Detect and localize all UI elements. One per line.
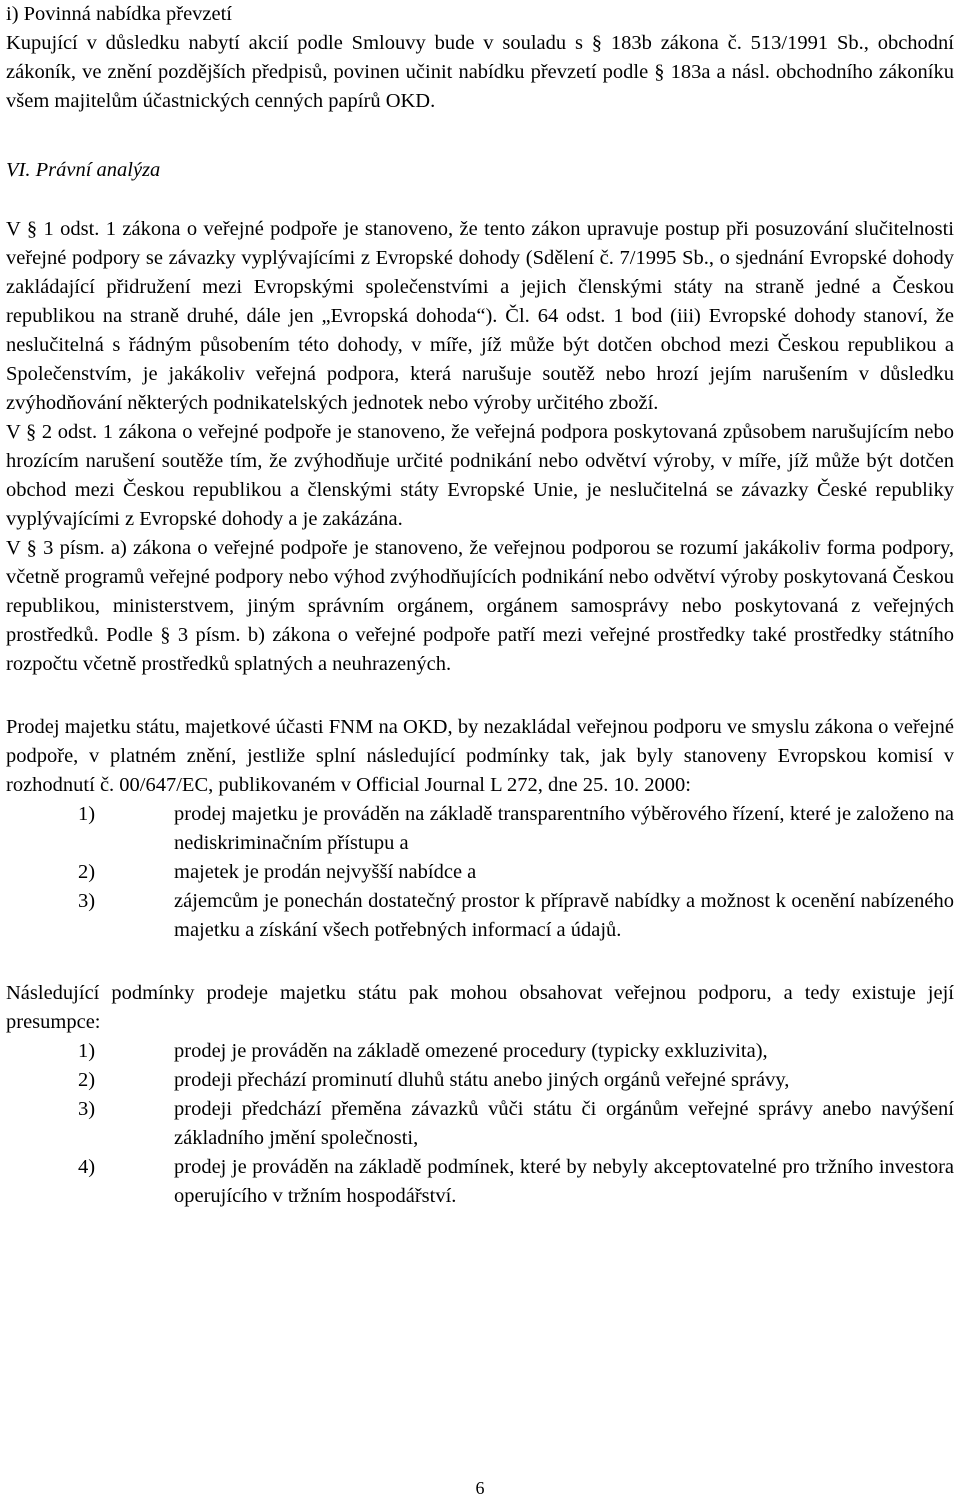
list-item [6, 858, 954, 887]
list-item [6, 887, 954, 945]
list-item-number: 1) [78, 803, 96, 825]
list-item [6, 1037, 954, 1066]
section-i-heading: i) Povinná nabídka převzetí [6, 3, 233, 25]
spacer [6, 945, 954, 979]
list-item-text: zájemcům je ponechán dostatečný prostor k přípravě nabídky a možnost k ocenění nabízeného majetku a získání všech potřebných informací a údajů. [174, 890, 954, 941]
list-item-number: 4) [78, 1156, 96, 1178]
list-item-text: prodeji předchází přeměna závazků vůči státu či orgánům veřejné správy anebo navýšení základního jmění společnosti, [174, 1098, 954, 1149]
list-item-text: prodej je prováděn na základě omezené procedury (typicky exkluzivita), [174, 1040, 768, 1062]
list-item-text: majetek je prodán nejvyšší nabídce a [174, 861, 477, 883]
list-item-number: 1) [78, 1040, 96, 1062]
section-i-paragraph: Kupující v důsledku nabytí akcií podle Smlouvy bude v souladu s § 183b zákona č. 513/1991 Sb., obchodní zákoník, ve znění pozdějších předpisů, povinen učinit nabídku převzetí podle § 183a a násl. obchodního zákoníku všem majitelům účastnických cenných papírů OKD. [6, 32, 954, 112]
document-page [6, 0, 954, 1211]
presumption-list [6, 1037, 954, 1211]
spacer [6, 679, 954, 713]
presumption-intro: Následující podmínky prodeje majetku státu pak mohou obsahovat veřejnou podporu, a tedy existuje její presumpce: [6, 982, 954, 1033]
list-item [6, 1153, 954, 1211]
list-item [6, 1066, 954, 1095]
list-item-text: prodeji přechází prominutí dluhů státu anebo jiných orgánů veřejné správy, [174, 1069, 790, 1091]
paragraph-par2: V § 2 odst. 1 zákona o veřejné podpoře je stanoveno, že veřejná podpora poskytovaná způsobem narušujícím nebo hrozícím narušení soutěže tím, že zvýhodňuje určité podnikání nebo odvětví výroby, v míře, jíž může být dotčen obchod mezi Českou republikou a členskými státy Evropské Unie, je neslučitelná se závazky České republiky vyplývajícími z Evropské dohody a je zakázána. [6, 421, 954, 530]
paragraph-par1: V § 1 odst. 1 zákona o veřejné podpoře je stanoveno, že tento zákon upravuje postup při posuzování slučitelnosti veřejné podpory se závazky vyplývajícími z Evropské dohody (Sdělení č. 7/1995 Sb., o sjednání Evropské dohody zakládající přidružení mezi Evropskými společenstvími a jejich členskými státy na straně jedné a Českou republikou na straně druhé, dále jen „Evropská dohoda“). Čl. 64 odst. 1 bod (iii) Evropské dohody stanoví, že neslučitelná s řádným působením této dohody, v míře, jíž může být dotčen obchod mezi Českou republikou a Společenstvím, je jakákoliv veřejná podpora, která narušuje soutěž nebo hrozí jejím narušením v důsledku zvýhodňování některých podnikatelských jednotek nebo výroby určitého zboží. [6, 218, 954, 414]
spacer [6, 185, 954, 215]
list-item [6, 1095, 954, 1153]
list-item-number: 2) [78, 1069, 96, 1091]
paragraph-par3: V § 3 písm. a) zákona o veřejné podpoře je stanoveno, že veřejnou podporou se rozumí jakákoliv forma podpory, včetně programů veřejné podpory nebo výhod zvýhodňujících podnikání nebo odvětví výroby poskytovaná Českou republikou, ministerstvem, jiným správním orgánem, orgánem samosprávy nebo poskytovaná z veřejných prostředků. Podle § 3 písm. b) zákona o veřejné podpoře patří mezi veřejné prostředky také prostředky státního rozpočtu včetně prostředků splatných a neuhrazených. [6, 537, 954, 675]
list-item-number: 3) [78, 1098, 96, 1120]
list-item-number: 3) [78, 890, 96, 912]
list-item-text: prodej je prováděn na základě podmínek, které by nebyly akceptovatelné pro tržního investora operujícího v tržním hospodářství. [174, 1156, 954, 1207]
list-item-number: 2) [78, 861, 96, 883]
list-item-text: prodej majetku je prováděn na základě transparentního výběrového řízení, které je založeno na nediskriminačním přístupu a [174, 803, 954, 854]
sale-conditions-intro: Prodej majetku státu, majetkové účasti FNM na OKD, by nezakládal veřejnou podporu ve smyslu zákona o veřejné podpoře, v platném znění, jestliže splní následující podmínky tak, jak byly stanoveny Evropskou komisí v rozhodnutí č. 00/647/EC, publikovaném v Official Journal L 272, dne 25. 10. 2000: [6, 716, 954, 796]
page-number: 6 [475, 1478, 485, 1498]
list-item [6, 800, 954, 858]
section-vi-title: VI. Právní analýza [6, 159, 161, 181]
sale-conditions-list [6, 800, 954, 945]
